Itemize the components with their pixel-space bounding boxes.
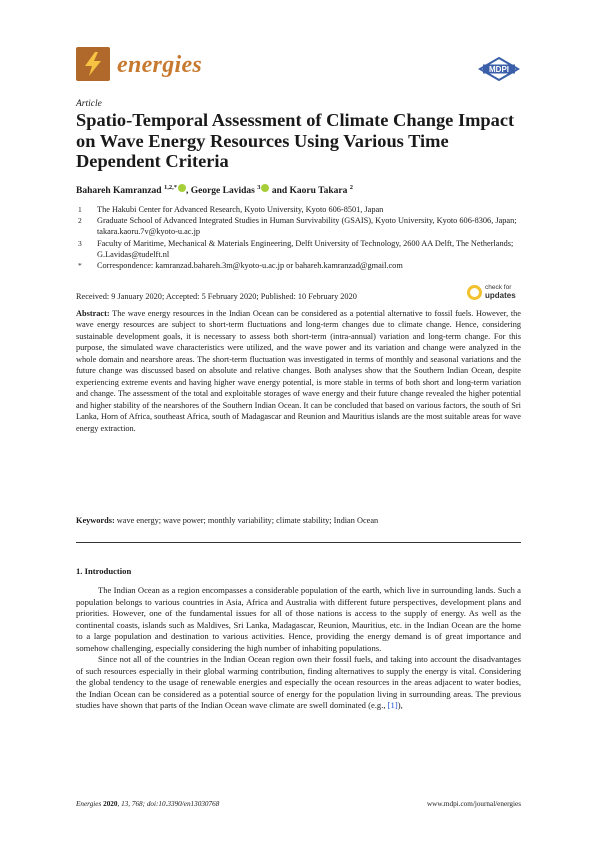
author-name: Kaoru Takara [289, 186, 348, 197]
mdpi-logo-text: MDPI [489, 65, 509, 74]
author-affil-sup: 3 [257, 184, 261, 191]
check-updates-icon [467, 285, 482, 300]
abstract-text: The wave energy resources in the Indian Ocean can be considered as a potential alternative to fossil fuels. However, the wave energy resources are subject to short-term fluctuations and long-term changes due to climate change. Hence, considering sustainable development goals, it is necessary to assess both short-term (intra-annual) variation and long-term change. For this purpose, the simulated wave characteristics were utilized, and the wave power and its variation and change were analyzed in the whole domain and nearshore areas. The short-term fluctuation was investigated in terms of monthly and seasonal variations and the future change was discussed based on absolute and relative changes. Both analyses show that the Southern Indian Ocean, despite experiencing extreme events and having higher wave energy potential, is more stable in terms of both short and long-term variation and change. The assessment of the total and exploitable storages of wave energy and their future change revealed the higher potential and higher stability of the nearshores of the Southern Indian Ocean. It can be concluded that based on various factors, the south of Sri Lanka, Horn of Africa, southeast Africa, south of Madagascar and Reunion and Mauritius islands are the most suitable areas for wave energy extraction. [76, 309, 521, 433]
abstract-label: Abstract: [76, 309, 110, 318]
abstract [76, 308, 521, 434]
keywords-text: wave energy; wave power; monthly variability; climate stability; Indian Ocean [116, 516, 379, 525]
paragraph: The Indian Ocean as a region encompasses a considerable population of the earth, which live in surrounding lands. Such a population belongs to various countries in Asia, Africa and Australia with different future perspectives, development plans and priorities. However, one of the fundamental issues for all of those nations is access to the supply of energy. As well as the continental coasts, islands such as Maldives, Sri Lanka, Madagascar, Reunion, Mauritius, etc. in the Indian Ocean are the home to a large population and destination to various activities. Hence, providing the energy demand is of great importance and somehow challenging, especially considering the high number of inhabiting populations. [76, 585, 521, 653]
affiliation-item: 3 Faculty of Maritime, Mechanical & Materials Engineering, Delft University of Technology, 2600 AA Delft, The Netherlands; G.Lavidas@tudelft.nl [78, 238, 514, 259]
intro-body [76, 585, 521, 712]
author-affil-sup: 2 [349, 184, 353, 191]
author-name: Bahareh Kamranzad [76, 186, 162, 197]
paragraph: Since not all of the countries in the Indian Ocean region own their fossil fuels, and taking into account the disadvantages of such resources especially in their global warming contribution, finding alternatives to supply the energy is vital. Considering the global tendency to the usage of renewable energies and especially the ocean resources in the areas adjacent to water bodies, the Indian Ocean can be considered as a potential source of energy for the population living in surrounding areas. The previous studies have shown that parts of the Indian Ocean wave climate are swell dominated (e.g., [1]), [76, 654, 521, 711]
affiliation-item: 1 The Hakubi Center for Advanced Research, Kyoto University, Kyoto 606-8501, Japan [78, 205, 384, 214]
author-affil-sup: 1,2,* [163, 184, 177, 191]
citation-link[interactable]: [1] [387, 700, 398, 711]
section-divider [76, 542, 521, 543]
author-name: George Lavidas [190, 186, 255, 197]
correspondence: * Correspondence: kamranzad.bahareh.3m@kyoto-u.ac.jp or bahareh.kamranzad@gmail.com [78, 261, 403, 271]
lightning-bolt-icon [76, 47, 110, 81]
article-type: Article [76, 99, 102, 109]
mdpi-logo[interactable] [478, 57, 520, 86]
affiliations [78, 204, 523, 271]
journal-logo [76, 47, 110, 81]
publication-dates: Received: 9 January 2020; Accepted: 5 February 2020; Published: 10 February 2020 [76, 292, 357, 301]
author-list: Bahareh Kamranzad $^{1,2,*}$ , George Lavidas $^3$ and Kaoru Takara $^2$ [76, 184, 353, 197]
footer-website[interactable]: www.mdpi.com/journal/energies [426, 800, 521, 808]
footer-citation: Energies 2020, 13, 768; doi:10.3390/en13030768 [76, 800, 220, 808]
paper-title: Spatio-Temporal Assessment of Climate Change Impact on Wave Energy Resources Using Various Time Dependent Criteria [76, 110, 515, 171]
journal-name[interactable]: energies [117, 52, 203, 78]
section-heading: 1. Introduction [76, 566, 132, 576]
orcid-icon[interactable] [178, 184, 186, 192]
affiliation-item: 2 Graduate School of Advanced Integrated Studies in Human Survivability (GSAIS), Kyoto University, Kyoto 606-8306, Japan; takara.kaoru.7v@kyoto-u.ac.jp [78, 216, 517, 237]
keywords [76, 516, 521, 525]
keywords-label: Keywords: [76, 516, 115, 525]
check-for-updates-badge[interactable]: check for updates [467, 284, 521, 302]
